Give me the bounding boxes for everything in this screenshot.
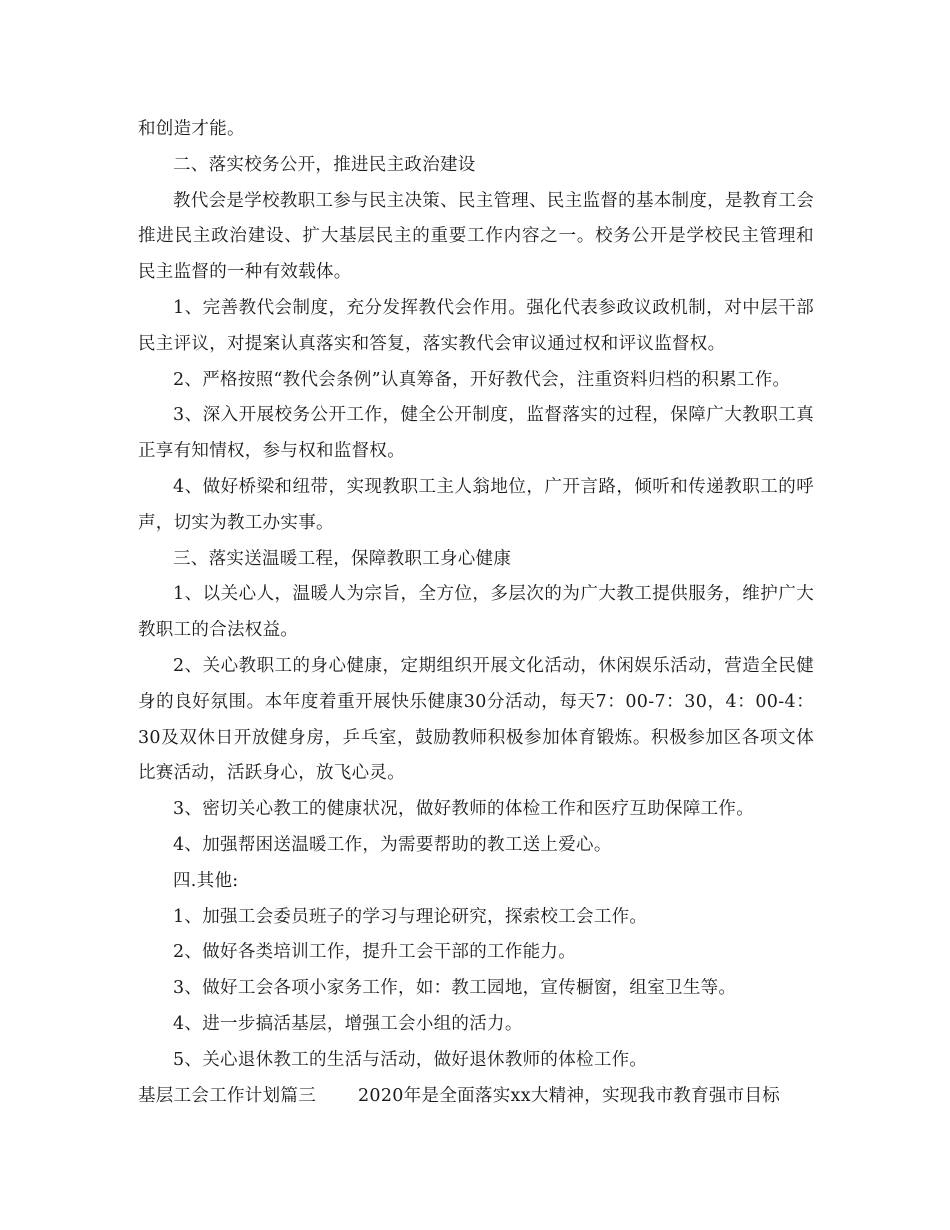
document-page [138,112,814,1114]
list-item-4-2: 2、做好各类培训工作，提升工会干部的工作能力。 [173,942,577,963]
list-item-3-2: 2、关心教职工的身心健康，定期组织开展文化活动，休闲娱乐活动，营造全民健身的良好氛围。本年度着重开展快乐健康30分活动，每天7：00-7：30，4：00-4：30及双休日开放健身房，乒乓室，鼓励教师积极参加体育锻炼。积极参加区各项文体比赛活动，活跃身心，放飞心灵。 [138,655,814,784]
list-item-4-4: 4、进一步搞活基层，增强工会小组的活力。 [173,1013,523,1034]
list-item-3-4: 4、加强帮困送温暖工作，为需要帮助的教工送上爱心。 [173,834,612,855]
next-section-heading: 基层工会工作计划篇三 [138,1085,316,1106]
next-section-text: 2020年是全面落实xx大精神，实现我市教育强市目标 [358,1085,781,1106]
list-item-4-3: 3、做好工会各项小家务工作，如：教工园地，宣传橱窗，组室卫生等。 [173,978,737,999]
next-section-line [138,1079,814,1115]
list-item-4-5: 5、关心退休教工的生活与活动，做好退休教师的体检工作。 [173,1049,648,1070]
section-heading-3: 三、落实送温暖工程，保障教职工身心健康 [173,548,512,569]
list-item-2-3: 3、深入开展校务公开工作，健全公开制度，监督落实的过程，保障广大教职工真正享有知情权，参与权和监督权。 [138,405,814,462]
list-item-3-1: 1、以关心人，温暖人为宗旨，全方位，多层次的为广大教工提供服务，维护广大教职工的合法权益。 [138,584,814,641]
list-item-2-4: 4、做好桥梁和纽带，实现教职工主人翁地位，广开言路，倾听和传递教职工的呼声，切实为教工办实事。 [138,476,814,533]
paragraph-teachers-congress: 教代会是学校教职工参与民主决策、民主管理、民主监督的基本制度，是教育工会推进民主政治建设、扩大基层民主的重要工作内容之一。校务公开是学校民主管理和民主监督的一种有效载体。 [138,190,814,283]
section-heading-4: 四.其他: [173,870,239,891]
paragraph-closing-fragment: 和创造才能。 [138,119,245,139]
list-item-3-3: 3、密切关心教工的健康状况，做好教师的体检工作和医疗互助保障工作。 [173,799,755,820]
section-heading-2: 二、落实校务公开，推进民主政治建设 [173,154,476,175]
list-item-2-2: 2、严格按照“教代会条例”认真筹备，开好教代会，注重资料归档的积累工作。 [173,369,791,390]
list-item-2-1: 1、完善教代会制度，充分发挥教代会作用。强化代表参政议政机制，对中层干部民主评议，对提案认真落实和答复，落实教代会审议通过权和评议监督权。 [138,297,814,354]
list-item-4-1: 1、加强工会委员班子的学习与理论研究，探索校工会工作。 [173,906,648,927]
